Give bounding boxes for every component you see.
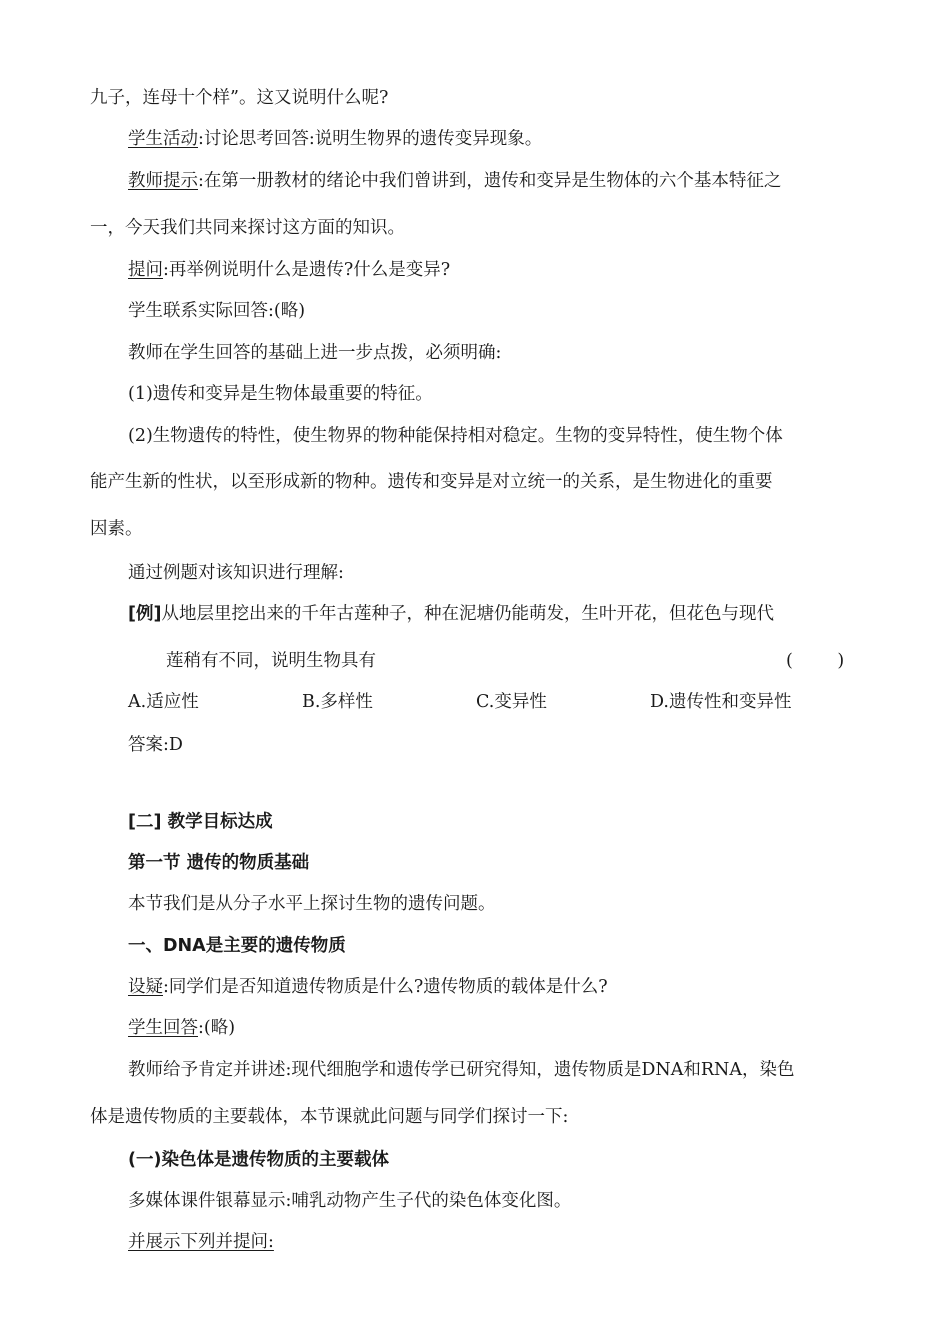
text-line <box>128 258 450 282</box>
line-text: 从地层里挖出来的千年古莲种子，种在泥塘仍能萌发，生叶开花，但花色与现代 <box>161 604 774 624</box>
option-d: D.遗传性和变异性 <box>650 692 792 712</box>
text-line: 因素。 <box>90 519 143 539</box>
text-line: 体是遗传物质的主要载体，本节课就此问题与同学们探讨一下: <box>90 1107 569 1127</box>
option-b: B.多样性 <box>302 692 373 712</box>
text-line <box>128 1016 235 1040</box>
text-line <box>128 975 608 999</box>
section-heading: (一)染色体是遗传物质的主要载体 <box>128 1150 389 1170</box>
text-line: 能产生新的性状，以至形成新的物种。遗传和变异是对立统一的关系，是生物进化的重要 <box>90 472 773 492</box>
text-line <box>128 1230 274 1254</box>
line-text: :同学们是否知道遗传物质是什么?遗传物质的载体是什么? <box>163 977 608 997</box>
option-c: C.变异性 <box>476 692 547 712</box>
option-a: A.适应性 <box>128 692 199 712</box>
line-text: : <box>268 1232 274 1252</box>
text-line <box>128 169 781 193</box>
text-line: (2)生物遗传的特性，使生物界的物种能保持相对稳定。生物的变异特性，使生物个体 <box>128 426 783 446</box>
line-text: :讨论思考回答:说明生物界的遗传变异现象。 <box>198 129 543 149</box>
example-question <box>128 602 774 626</box>
underlined-label: 学生回答 <box>128 1018 198 1038</box>
underlined-label: 学生活动 <box>128 129 198 149</box>
section-heading: 一、DNA是主要的遗传物质 <box>128 936 346 956</box>
answer-blank: ( ) <box>786 651 845 671</box>
line-text: :在第一册教材的绪论中我们曾讲到，遗传和变异是生物体的六个基本特征之 <box>198 171 782 191</box>
underlined-label: 设疑 <box>128 977 163 997</box>
text-line: 一，今天我们共同来探讨这方面的知识。 <box>90 218 405 238</box>
text-line: 九子，连母十个样”。这又说明什么呢? <box>90 88 389 108</box>
text-line <box>128 127 542 151</box>
text-line: 学生联系实际回答:(略) <box>128 301 306 321</box>
text-line: 通过例题对该知识进行理解: <box>128 563 344 583</box>
section-heading: [二] 教学目标达成 <box>128 812 273 832</box>
underlined-label: 提问 <box>128 260 163 280</box>
text-line: 莲稍有不同，说明生物具有 <box>166 651 376 671</box>
text-line: 本节我们是从分子水平上探讨生物的遗传问题。 <box>128 894 496 914</box>
text-line: 教师在学生回答的基础上进一步点拨，必须明确: <box>128 343 502 363</box>
line-text: :(略) <box>198 1018 236 1038</box>
underlined-label: 并展示下列并提问 <box>128 1232 268 1252</box>
answer-line: 答案:D <box>128 735 183 755</box>
example-tag: [例] <box>128 604 162 624</box>
line-text: :再举例说明什么是遗传?什么是变异? <box>163 260 451 280</box>
underlined-label: 教师提示 <box>128 171 198 191</box>
text-line: 多媒体课件银幕显示:哺乳动物产生子代的染色体变化图。 <box>128 1191 572 1211</box>
section-heading: 第一节 遗传的物质基础 <box>128 853 310 873</box>
text-line: (1)遗传和变异是生物体最重要的特征。 <box>128 384 433 404</box>
text-line: 教师给予肯定并讲述:现代细胞学和遗传学已研究得知，遗传物质是DNA和RNA，染色 <box>128 1060 795 1080</box>
